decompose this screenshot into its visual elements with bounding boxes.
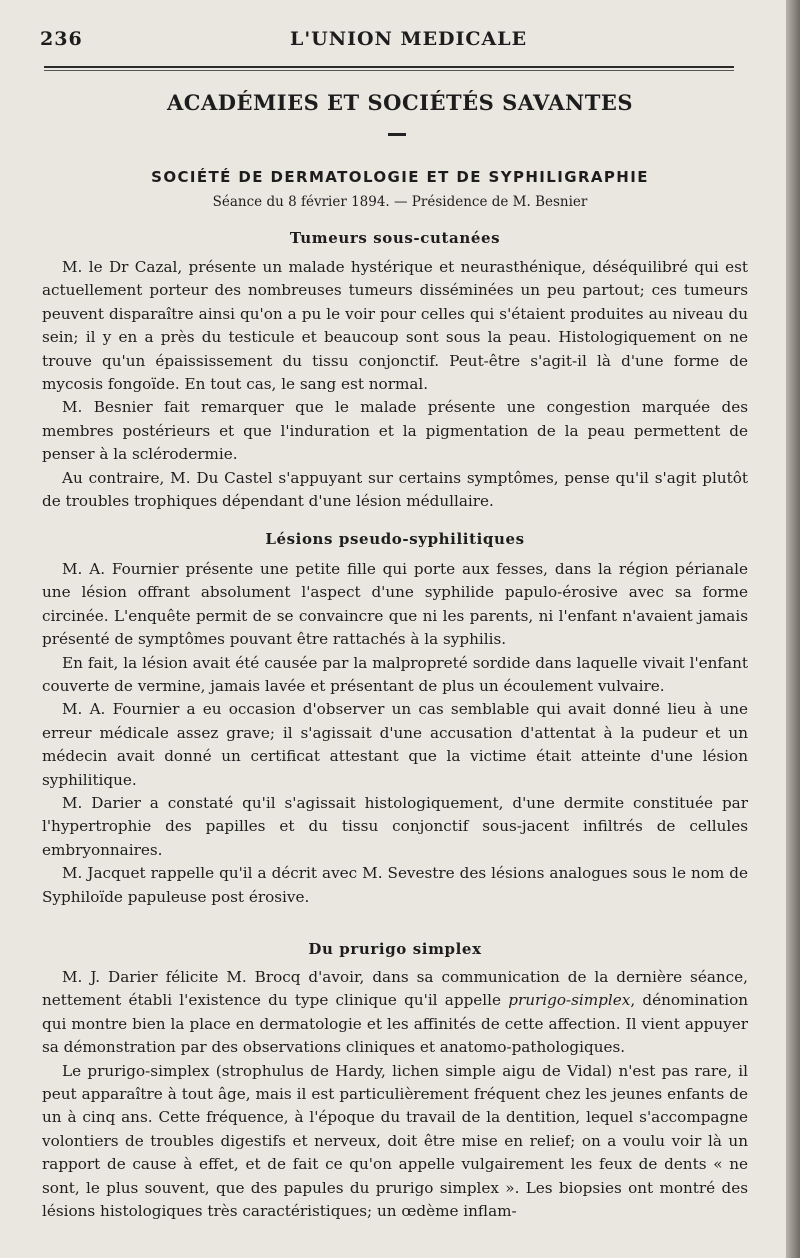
paragraph-darier-prurigo-a: M. J. Darier félicite M. Brocq d'avoir, dans sa communication de la dernière séance, nettement établi l'existence du type clinique qu'il appelle [42, 968, 748, 1010]
paragraph-du-castel: Au contraire, M. Du Castel s'appuyant sur certains symptômes, pense qu'il s'agit plutôt de troubles trophiques dépendant d'une lésion médullaire. [42, 468, 748, 511]
paragraph-darier-prurigo [42, 966, 748, 1060]
text-block-2 [42, 558, 748, 909]
heading-lesions: Lésions pseudo-syphilitiques [265, 530, 525, 548]
page-number: 236 [40, 28, 83, 50]
paragraph-prurigo-description: Le prurigo-simplex (strophulus de Hardy, lichen simple aigu de Vidal) n'est pas rare, il peut apparaître à tout âge, mais il est particulièrement fréquent chez les jeunes enfants de un à cinq ans. Cette fréquence, à l'époque du travail de la dentition, lequel s'accompagne volontiers de troubles digestifs et nerveux, doit être mise en relief; on a voulu voir là un rapport de cause à effet, et de fait ce qu'on appelle vulgairement les feux de dents « ne sont, le plus souvent, que des papules du prurigo simplex ». Les biopsies ont montré des lésions histologiques très caractéristiques; un œdème inflam- [42, 1061, 748, 1221]
text-block-3 [42, 966, 748, 1223]
heading-prurigo: Du prurigo simplex [308, 940, 482, 958]
page-edge-shadow [786, 0, 800, 1258]
paragraph-besnier: M. Besnier fait remarquer que le malade présente une congestion marquée des membres postérieurs et que l'induration et la pigmentation de la peau permettent de penser à la sclérodermie. [42, 398, 748, 464]
paragraph-cazal: M. le Dr Cazal, présente un malade hystérique et neurasthénique, déséquilibré qui est actuellement porteur des nombreuses tumeurs disséminées un peu partout; ces tumeurs peuvent disparaître ainsi qu'on a pu le voir pour celles qui s'étaient produites au niveau du sein; il y en a près du testicule et beaucoup sont sous la peau. Histologiquement on ne trouve qu'un épaississement du tissu conjonctif. Peut-être s'agit-il là d'une forme de mycosis fongoïde. En tout cas, le sang est normal. [42, 258, 748, 394]
paragraph-darier: M. Darier a constaté qu'il s'agissait histologiquement, d'une dermite constituée par l'hypertrophie des papilles et du tissu conjonctif sous-jacent infiltrés de cellules embryonnaires. [42, 794, 748, 859]
society-name: SOCIÉTÉ DE DERMATOLOGIE ET DE SYPHILIGRAPHIE [151, 168, 649, 186]
paragraph-fournier-3: M. A. Fournier a eu occasion d'observer un cas semblable qui avait donné lieu à une erreur médicale assez grave; il s'agissait d'une accusation d'attentat à la pudeur et un médecin avait donné un certificat attestant que la victime était atteinte d'une lésion syphilitique. [42, 700, 748, 789]
header-rule [44, 66, 734, 68]
heading-tumeurs: Tumeurs sous-cutanées [289, 229, 501, 247]
section-title: ACADÉMIES ET SOCIÉTÉS SAVANTES [166, 90, 633, 115]
prurigo-simplex-term: prurigo-simplex [508, 991, 631, 1010]
journal-title: L'UNION MEDICALE [290, 28, 528, 50]
paragraph-jacquet: M. Jacquet rappelle qu'il a décrit avec M. Sevestre des lésions analogues sous le nom de Syphiloïde papuleuse post érosive. [42, 864, 748, 906]
text-block-1 [42, 256, 748, 513]
paragraph-fournier-2: En fait, la lésion avait été causée par la malpropreté sordide dans laquelle vivait l'enfant couverte de vermine, jamais lavée et présentant de plus un écoulement vulvaire. [42, 653, 748, 696]
header-rule-thin [44, 70, 734, 71]
title-dash [388, 133, 406, 136]
paragraph-darier-prurigo-b: , dénomination qui montre bien la place en dermatologie et les affinités de cette affection. Il vient appuyer sa démonstration par des observations cliniques et anatomo-pathologiques. [42, 991, 749, 1057]
session-line: Séance du 8 février 1894. — Présidence de M. Besnier [212, 194, 588, 210]
paragraph-fournier-1: M. A. Fournier présente une petite fille qui porte aux fesses, dans la région périanale une lésion offrant absolument l'aspect d'une syphilide papulo-érosive avec sa forme circinée. L'enquête permit de se convaincre que ni les parents, ni l'enfant n'avaient jamais présenté de symptômes pouvant être rattachés à la syphilis. [42, 560, 748, 649]
running-header [40, 26, 730, 56]
